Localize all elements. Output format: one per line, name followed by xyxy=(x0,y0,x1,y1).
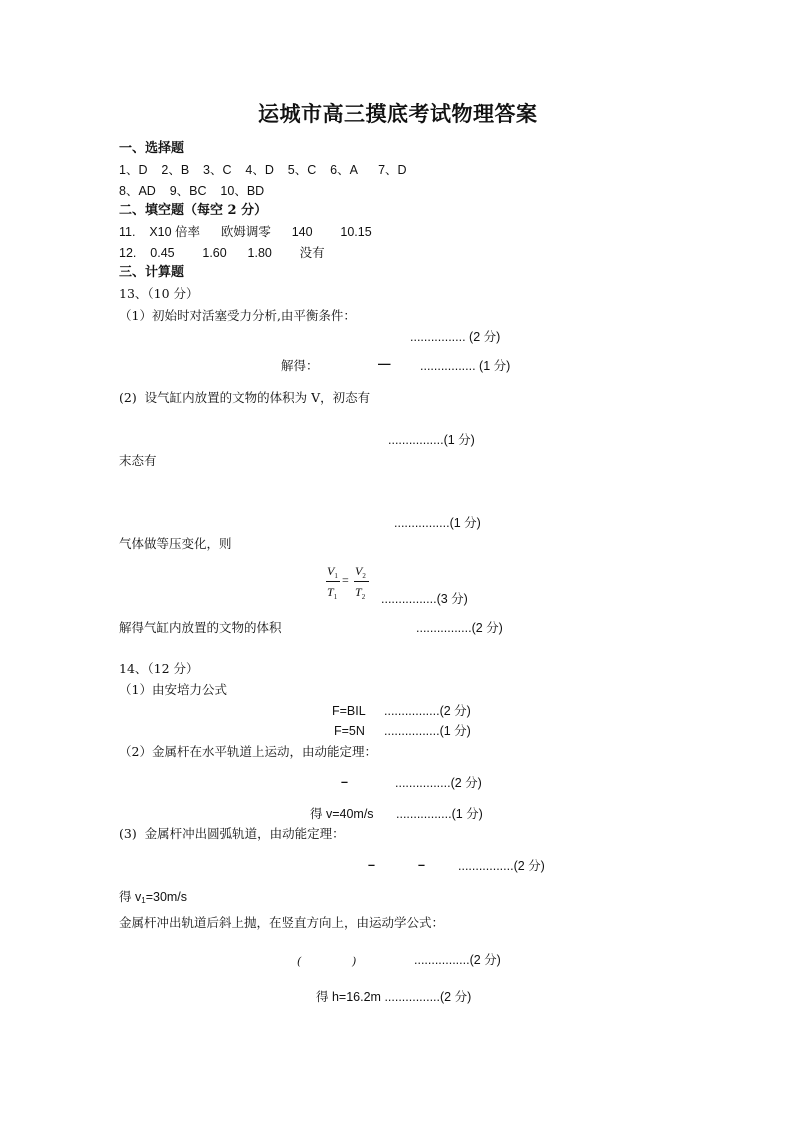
section-heading-calc: 三、计算题 xyxy=(119,265,185,280)
q14-v1-result: 得 v1=30m/s xyxy=(119,890,188,905)
formula-fraction-bar-1 xyxy=(326,581,340,582)
fill-answer-12: 12. 0.45 1.60 1.80 没有 xyxy=(119,246,325,260)
q13-part1-dash: — xyxy=(378,357,391,371)
q14-header: 14、（12 分） xyxy=(119,661,199,676)
q14-part2-text: （2）金属杆在水平轨道上运动，由动能定理： xyxy=(119,744,377,759)
q13-isobaric-text: 气体做等压变化，则 xyxy=(119,536,232,551)
choice-answers-line-1: 1、D 2、B 3、C 4、D 5、C 6、A 7、D xyxy=(119,163,407,177)
q14-ampere-formula: F=BIL xyxy=(332,704,366,718)
q14-projectile-text: 金属杆冲出轨道后斜上抛，在竖直方向上，由运动学公式： xyxy=(119,915,445,930)
q14-velocity-result: 得 v=40m/s xyxy=(310,807,374,821)
q13-part1-text: （1）初始时对活塞受力分析,由平衡条件： xyxy=(119,308,356,323)
formula-paren-close: ) xyxy=(352,955,357,968)
q13-result-score: ................(2 分) xyxy=(416,621,503,635)
q13-part2-final-score: ................(1 分) xyxy=(394,516,481,530)
q13-part1-score: ................ (2 分) xyxy=(410,330,501,344)
q13-part1-solve-score: ................ (1 分) xyxy=(420,359,511,373)
q14-part3-dash-1: – xyxy=(368,858,375,872)
formula-numerator-2: $V_2$ xyxy=(355,564,366,580)
q13-part2-final-state-label: 末态有 xyxy=(119,453,157,468)
formula-equals: = xyxy=(342,573,349,587)
q13-header: 13、（10 分） xyxy=(119,286,199,301)
q14-height-result: 得 h=16.2m ................(2 分) xyxy=(316,990,472,1004)
q14-force-value: F=5N xyxy=(334,724,365,738)
q14-ampere-formula-score: ................(2 分) xyxy=(384,704,471,718)
q14-projectile-score: ................(2 分) xyxy=(414,953,501,967)
q14-part3-text: (3) 金属杆冲出圆弧轨道，由动能定理： xyxy=(119,826,345,841)
fill-answer-11: 11. X10 倍率 欧姆调零 140 10.15 xyxy=(119,225,372,239)
q13-result-text: 解得气缸内放置的文物的体积 xyxy=(119,620,282,635)
q14-velocity-result-score: ................(1 分) xyxy=(396,807,483,821)
formula-numerator-1: $V_1$ xyxy=(327,564,338,580)
formula-denominator-1: $T_1$ xyxy=(327,585,338,601)
q14-part3-dash-2: – xyxy=(418,858,425,872)
section-heading-fill: 二、填空题（每空 2 分） xyxy=(119,203,268,218)
q13-formula-score: ................(3 分) xyxy=(381,592,468,606)
q13-part1-solve-label: 解得： xyxy=(281,358,319,373)
section-heading-choice: 一、选择题 xyxy=(119,141,185,156)
q14-part3-score: ................(2 分) xyxy=(458,859,545,873)
page-title: 运城市高三摸底考试物理答案 xyxy=(258,101,538,126)
q14-part2-dash: – xyxy=(341,775,348,789)
formula-denominator-2: $T_2$ xyxy=(355,585,366,601)
q13-part2-initial-score: ................(1 分) xyxy=(388,433,475,447)
q14-part1-text: （1）由安培力公式 xyxy=(119,682,227,697)
choice-answers-line-2: 8、AD 9、BC 10、BD xyxy=(119,184,265,198)
formula-paren-open: ( xyxy=(297,955,302,968)
q14-part2-score: ................(2 分) xyxy=(395,776,482,790)
q13-part2-text: (2) 设气缸内放置的文物的体积为 V，初态有 xyxy=(119,390,371,405)
q14-force-value-score: ................(1 分) xyxy=(384,724,471,738)
formula-fraction-bar-2 xyxy=(354,581,369,582)
